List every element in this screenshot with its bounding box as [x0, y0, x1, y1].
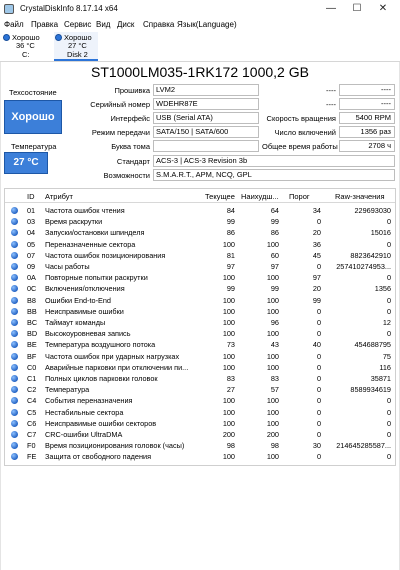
title-bar [0, 0, 400, 18]
cell-worst: 100 [266, 407, 279, 417]
status-good-icon [11, 241, 18, 248]
status-good-icon [11, 453, 18, 460]
window-title: CrystalDiskInfo 8.17.14 x64 [20, 4, 118, 13]
cell-id: C5 [27, 407, 37, 417]
cell-threshold: 0 [316, 318, 321, 327]
transfer-mode-label: Режим передачи [91, 128, 150, 137]
window-left-border [0, 0, 1, 570]
cell-attribute: Таймаут команды [45, 318, 106, 327]
cell-threshold: 0 [316, 385, 321, 395]
cell-current: 81 [226, 250, 235, 260]
cell-raw: 0 [386, 418, 391, 428]
drive-tab-disk2[interactable] [54, 32, 98, 61]
cell-threshold: 20 [312, 284, 321, 294]
cell-threshold: 0 [316, 306, 321, 316]
health-label: Техсостояние [9, 88, 57, 97]
status-good-icon [11, 285, 18, 292]
table-header [5, 189, 395, 203]
cell-current: 97 [226, 262, 235, 271]
cell-raw: 0 [386, 329, 391, 339]
smart-table [4, 188, 396, 466]
cell-raw: 0 [386, 273, 391, 283]
cell-id: 0A [27, 273, 36, 283]
cell-raw: 8589934619 [350, 385, 391, 395]
cell-current: 100 [222, 396, 235, 406]
cell-raw: 116 [379, 362, 391, 372]
cell-attribute: Часы работы [45, 262, 90, 271]
table-row[interactable] [5, 419, 395, 429]
cell-id: FE [27, 452, 37, 462]
standard-label: Стандарт [116, 157, 150, 166]
cell-threshold: 45 [312, 250, 321, 260]
cell-current: 100 [222, 452, 235, 462]
cell-attribute: Повторные попытки раскрутки [45, 273, 148, 283]
col-attribute[interactable]: Атрибут [45, 192, 73, 201]
cell-raw: 0 [386, 396, 391, 406]
cell-threshold: 97 [312, 273, 321, 283]
minimize-button[interactable]: — [326, 3, 336, 14]
cell-raw: 0 [386, 407, 391, 417]
volume-letter-value [153, 140, 259, 152]
cell-worst: 100 [266, 452, 279, 462]
cell-threshold: 0 [316, 430, 321, 439]
table-row[interactable] [5, 408, 395, 418]
status-good-icon [11, 330, 18, 337]
cell-attribute: Частота ошибок чтения [45, 206, 125, 215]
volume-letter-label: Буква тома [111, 142, 150, 151]
cell-attribute: Частота ошибок при ударных нагрузках [45, 351, 180, 361]
cell-worst: 100 [266, 396, 279, 406]
menu-view[interactable]: Вид [96, 20, 111, 29]
cell-raw: 0 [386, 306, 391, 316]
cell-attribute: Высокоуровневая запись [45, 329, 131, 339]
cell-raw: 12 [382, 318, 391, 327]
drive-name: C: [22, 50, 30, 59]
cell-threshold: 0 [316, 396, 321, 406]
cell-threshold: 0 [316, 362, 321, 372]
status-good-icon [3, 34, 10, 41]
cell-current: 100 [222, 239, 235, 249]
temperature-label: Температура [11, 142, 57, 151]
cell-raw: 15016 [370, 228, 391, 238]
cell-id: C7 [27, 430, 37, 439]
table-row[interactable] [5, 329, 395, 339]
cell-attribute: Переназначенные сектора [45, 239, 136, 249]
status-good-icon [11, 397, 18, 404]
cell-id: C6 [27, 418, 37, 428]
menu-language[interactable]: Язык(Language) [177, 20, 237, 29]
transfer-mode-value: SATA/150 | SATA/600 [153, 126, 259, 138]
menu-file[interactable]: Файл [4, 20, 24, 29]
right-label-2: ---- [326, 100, 336, 109]
serial-value: WDEHR87E [153, 98, 259, 110]
cell-id: 01 [27, 206, 36, 215]
status-good-icon [11, 319, 18, 326]
cell-raw: 1356 [374, 284, 391, 294]
right-label-1: ---- [326, 86, 336, 95]
cell-raw: 257410274953... [336, 262, 391, 271]
cell-threshold: 0 [316, 262, 321, 271]
status-good-icon [11, 218, 18, 225]
col-raw[interactable]: Raw-значения [335, 192, 385, 201]
close-button[interactable]: ✕ [378, 3, 388, 14]
col-id[interactable]: ID [27, 192, 35, 201]
cell-threshold: 0 [316, 217, 321, 227]
cell-attribute: Защита от свободного падения [45, 452, 152, 462]
cell-current: 100 [222, 329, 235, 339]
cell-current: 100 [222, 407, 235, 417]
cell-id: BF [27, 351, 37, 361]
status-good-icon [55, 34, 62, 41]
cell-id: BD [27, 329, 38, 339]
cell-current: 100 [222, 273, 235, 283]
maximize-button[interactable]: ☐ [352, 3, 362, 14]
status-good-icon [11, 375, 18, 382]
table-row[interactable] [5, 206, 395, 216]
table-row[interactable] [5, 340, 395, 350]
cell-threshold: 0 [316, 407, 321, 417]
cell-current: 100 [222, 351, 235, 361]
cell-attribute: Ошибки End-to-End [45, 295, 111, 305]
cell-current: 100 [222, 306, 235, 316]
cell-threshold: 0 [316, 452, 321, 462]
cell-id: B8 [27, 295, 36, 305]
cell-worst: 57 [270, 385, 279, 395]
table-row[interactable] [5, 441, 395, 451]
cell-raw: 214645285587... [336, 441, 391, 451]
features-value: S.M.A.R.T., APM, NCQ, GPL [153, 169, 395, 181]
cell-current: 200 [222, 430, 235, 439]
cell-attribute: Неисправимые ошибки [45, 306, 124, 316]
cell-worst: 43 [270, 340, 279, 350]
drive-tabs [0, 32, 400, 62]
cell-attribute: Неисправимые ошибки секторов [45, 418, 157, 428]
menu-edit[interactable]: Правка [31, 20, 59, 29]
cell-id: 04 [27, 228, 36, 238]
cell-id: 07 [27, 250, 36, 260]
cell-raw: 0 [386, 452, 391, 462]
drive-tab-c[interactable] [2, 32, 46, 61]
status-good-icon [11, 431, 18, 438]
cell-id: C4 [27, 396, 37, 406]
cell-current: 83 [226, 374, 235, 383]
status-good-icon [11, 442, 18, 449]
cell-threshold: 0 [316, 329, 321, 339]
cell-current: 99 [226, 284, 235, 294]
status-good-icon [11, 207, 18, 214]
cell-attribute: Запуски/остановки шпинделя [45, 228, 145, 238]
cell-attribute: Включения/отключения [45, 284, 125, 294]
cell-threshold: 40 [312, 340, 321, 350]
firmware-label: Прошивка [114, 86, 150, 95]
cell-worst: 100 [266, 306, 279, 316]
cell-attribute: Температура [45, 385, 90, 395]
col-threshold[interactable]: Порог [289, 192, 310, 201]
cell-attribute: Температура воздушного потока [45, 340, 156, 350]
features-label: Возможности [103, 171, 150, 180]
right-value-1: ---- [339, 84, 395, 96]
cell-current: 84 [226, 206, 235, 215]
standard-value: ACS-3 | ACS-3 Revision 3b [153, 155, 395, 167]
table-row[interactable] [5, 430, 395, 440]
cell-current: 100 [222, 362, 235, 372]
cell-raw: 75 [382, 351, 391, 361]
table-row[interactable] [5, 352, 395, 362]
menu-disk[interactable]: Диск [117, 20, 135, 29]
cell-raw: 0 [386, 295, 391, 305]
cell-worst: 98 [270, 441, 279, 451]
status-good-icon [11, 364, 18, 371]
cell-attribute: Нестабильные сектора [45, 407, 124, 417]
cell-attribute: Время раскрутки [45, 217, 103, 227]
cell-current: 99 [226, 217, 235, 227]
disk-model-title: ST1000LM035-1RK172 1000,2 GB [91, 64, 309, 80]
status-good-icon [11, 386, 18, 393]
cell-attribute: Частота ошибок позиционирования [45, 250, 166, 260]
cell-worst: 64 [270, 206, 279, 215]
right-value-2: ---- [339, 98, 395, 110]
cell-current: 100 [222, 295, 235, 305]
table-row[interactable] [5, 307, 395, 317]
power-on-count-value: 1356 раз [339, 126, 395, 138]
status-good-icon [11, 229, 18, 236]
cell-raw: 229693030 [354, 206, 391, 215]
cell-current: 86 [226, 228, 235, 238]
rotation-speed-value: 5400 RPM [339, 112, 395, 124]
status-good-icon [11, 308, 18, 315]
cell-worst: 96 [270, 318, 279, 327]
cell-raw: 0 [386, 217, 391, 227]
drive-status: Хорошо [64, 33, 92, 42]
cell-raw: 35871 [370, 374, 391, 383]
cell-threshold: 34 [312, 206, 321, 215]
cell-id: 05 [27, 239, 36, 249]
cell-id: 0C [27, 284, 37, 294]
table-row[interactable] [5, 228, 395, 238]
drive-status: Хорошо [12, 33, 40, 42]
cell-current: 100 [222, 318, 235, 327]
cell-worst: 97 [270, 262, 279, 271]
status-good-icon [11, 297, 18, 304]
table-row[interactable] [5, 217, 395, 227]
rotation-speed-label: Скорость вращения [266, 114, 336, 123]
cell-attribute: События переназначения [45, 396, 133, 406]
cell-id: BB [27, 306, 37, 316]
table-row[interactable] [5, 396, 395, 406]
table-row[interactable] [5, 363, 395, 373]
table-row[interactable] [5, 385, 395, 395]
drive-name: Disk 2 [67, 50, 88, 59]
temperature-badge: 27 °C [4, 152, 48, 174]
status-good-icon [11, 341, 18, 348]
table-row[interactable] [5, 240, 395, 250]
status-good-icon [11, 420, 18, 427]
cell-worst: 99 [270, 217, 279, 227]
cell-worst: 100 [266, 351, 279, 361]
cell-worst: 100 [266, 362, 279, 372]
menu-service[interactable]: Сервис [64, 20, 92, 29]
drive-temp: 36 °C [16, 41, 35, 50]
cell-id: C2 [27, 385, 37, 395]
power-on-hours-label: Общее время работы [262, 142, 338, 151]
cell-attribute: CRC-ошибки UltraDMA [45, 430, 123, 439]
cell-raw: 454688795 [354, 340, 391, 350]
cell-id: BE [27, 340, 37, 350]
status-good-icon [11, 274, 18, 281]
cell-attribute: Полных циклов парковки головок [45, 374, 158, 383]
cell-current: 98 [226, 441, 235, 451]
cell-id: 09 [27, 262, 36, 271]
cell-id: C0 [27, 362, 37, 372]
table-row[interactable] [5, 452, 395, 462]
power-on-hours-value: 2708 ч [339, 140, 395, 152]
col-worst[interactable]: Наихудш... [241, 192, 279, 201]
cell-threshold: 99 [312, 295, 321, 305]
power-on-count-label: Число включений [274, 128, 336, 137]
cell-threshold: 36 [312, 239, 321, 249]
cell-id: BC [27, 318, 38, 327]
table-row[interactable] [5, 262, 395, 272]
app-icon [4, 4, 14, 14]
cell-worst: 83 [270, 374, 279, 383]
cell-threshold: 0 [316, 351, 321, 361]
cell-attribute: Аварийные парковки при отключении пи... [45, 362, 189, 372]
table-row[interactable] [5, 374, 395, 384]
cell-raw: 8823642910 [350, 250, 391, 260]
cell-id: F0 [27, 441, 36, 451]
status-good-icon [11, 409, 18, 416]
table-row[interactable] [5, 251, 395, 261]
cell-worst: 100 [266, 418, 279, 428]
cell-worst: 86 [270, 228, 279, 238]
status-good-icon [11, 353, 18, 360]
health-status-button[interactable]: Хорошо [4, 100, 62, 134]
cell-threshold: 0 [316, 418, 321, 428]
cell-current: 100 [222, 418, 235, 428]
table-row[interactable] [5, 318, 395, 328]
cell-worst: 100 [266, 295, 279, 305]
status-good-icon [11, 252, 18, 259]
table-row[interactable] [5, 273, 395, 283]
cell-threshold: 0 [316, 374, 321, 383]
cell-current: 73 [226, 340, 235, 350]
cell-worst: 99 [270, 284, 279, 294]
menu-bar [0, 18, 400, 32]
cell-raw: 0 [386, 430, 391, 439]
cell-worst: 200 [266, 430, 279, 439]
status-good-icon [11, 263, 18, 270]
cell-attribute: Время позиционирования головок (часы) [45, 441, 185, 451]
interface-label: Интерфейс [110, 114, 150, 123]
cell-worst: 100 [266, 329, 279, 339]
cell-threshold: 30 [312, 441, 321, 451]
cell-worst: 60 [270, 250, 279, 260]
serial-label: Серийный номер [90, 100, 150, 109]
menu-help[interactable]: Справка [143, 20, 175, 29]
col-current[interactable]: Текущее [205, 192, 235, 201]
cell-worst: 100 [266, 273, 279, 283]
firmware-value: LVM2 [153, 84, 259, 96]
drive-temp: 27 °C [68, 41, 87, 50]
table-row[interactable] [5, 296, 395, 306]
cell-current: 27 [226, 385, 235, 395]
cell-threshold: 20 [312, 228, 321, 238]
table-row[interactable] [5, 284, 395, 294]
cell-raw: 0 [386, 239, 391, 249]
cell-id: 03 [27, 217, 36, 227]
cell-id: C1 [27, 374, 37, 383]
cell-worst: 100 [266, 239, 279, 249]
interface-value: USB (Serial ATA) [153, 112, 259, 124]
